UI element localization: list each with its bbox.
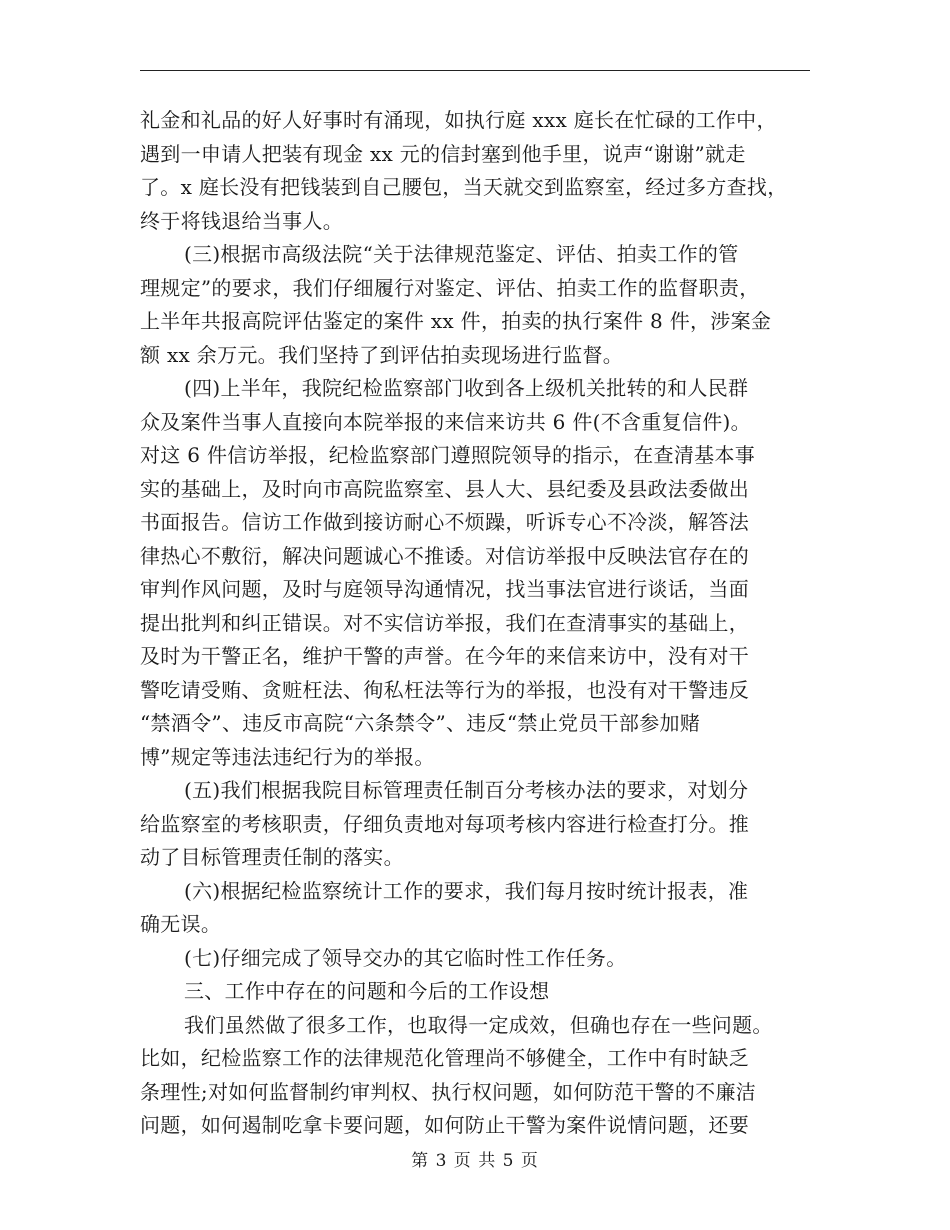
text-line: 实的基础上，及时向市高院监察室、县人大、县纪委及县政法委做出	[140, 476, 749, 501]
header-rule	[140, 70, 810, 71]
text-line: 遇到一申请人把装有现金 xx 元的信封塞到他手里，说声“谢谢”就走	[140, 141, 746, 166]
text-line: 条理性;对如何监督制约审判权、执行权问题，如何防范干警的不廉洁	[140, 1079, 757, 1104]
text-line: 对这 6 件信访举报，纪检监察部门遵照院领导的指示，在查清基本事	[140, 443, 756, 467]
text-line: 三、工作中存在的问题和今后的工作设想	[184, 979, 550, 1003]
text-line: 理规定”的要求，我们仔细履行对鉴定、评估、拍卖工作的监督职责，	[140, 275, 760, 300]
text-line: “禁酒令”、违反市高院“六条禁令”、违反“禁止党员干部参加赌	[140, 711, 701, 735]
document-body	[140, 104, 810, 1143]
text-line: 上半年共报高院评估鉴定的案件 xx 件，拍卖的执行案件 8 件，涉案金	[140, 309, 772, 333]
text-line: (四)上半年，我院纪检监察部门收到各上级机关批转的和人民群	[184, 376, 749, 400]
text-line: (七)仔细完成了领导交办的其它临时性工作任务。	[184, 945, 627, 970]
text-line: 比如，纪检监察工作的法律规范化管理尚不够健全，工作中有时缺乏	[140, 1046, 749, 1070]
text-line: 终于将钱退给当事人。	[140, 208, 343, 233]
text-line: (五)我们根据我院目标管理责任制百分考核办法的要求，对划分	[184, 778, 749, 802]
text-line: 警吃请受贿、贪赃枉法、徇私枉法等行为的举报，也没有对干警违反	[140, 677, 749, 702]
text-line: 及时为干警正名，维护干警的声誉。在今年的来信来访中，没有对干	[140, 644, 749, 668]
text-line: (三)根据市高级法院“关于法律规范鉴定、评估、拍卖工作的管	[184, 242, 739, 266]
text-line: 动了目标管理责任制的落实。	[140, 845, 404, 869]
text-line: 博”规定等违法违纪行为的举报。	[140, 744, 435, 769]
text-line: 书面报告。信访工作做到接访耐心不烦躁，听诉专心不冷淡，解答法	[140, 510, 749, 534]
text-line: 礼金和礼品的好人好事时有涌现，如执行庭 xxx 庭长在忙碌的工作中，	[140, 108, 777, 132]
text-line: 给监察室的考核职责，仔细负责地对每项考核内容进行检查打分。推	[140, 811, 749, 836]
page-number-footer: 第 3 页 共 5 页	[411, 1151, 539, 1171]
text-line: 审判作风问题，及时与庭领导沟通情况，找当事法官进行谈话，当面	[140, 577, 749, 601]
text-line: 额 xx 余万元。我们坚持了到评估拍卖现场进行监督。	[140, 342, 624, 367]
text-line: 提出批判和纠正错误。对不实信访举报，我们在查清事实的基础上，	[140, 610, 749, 635]
text-line: 确无误。	[140, 912, 222, 936]
text-line: 众及案件当事人直接向本院举报的来信来访共 6 件(不含重复信件)。	[140, 409, 751, 434]
text-line: 问题，如何遏制吃拿卡要问题，如何防止干警为案件说情问题，还要	[140, 1113, 749, 1137]
text-line: (六)根据纪检监察统计工作的要求，我们每月按时统计报表，准	[184, 878, 749, 903]
text-line: 我们虽然做了很多工作，也取得一定成效，但确也存在一些问题。	[184, 1012, 773, 1037]
text-line: 律热心不敷衍，解决问题诚心不推诿。对信访举报中反映法官存在的	[140, 543, 749, 568]
text-line: 了。x 庭长没有把钱装到自己腰包，当天就交到监察室，经过多方查找，	[140, 175, 788, 199]
